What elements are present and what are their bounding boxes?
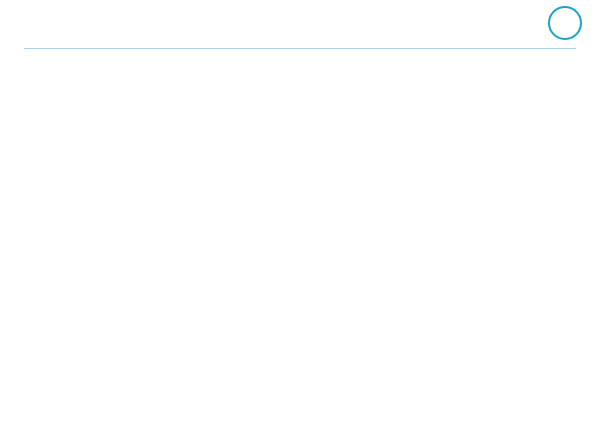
- divider: [24, 48, 576, 49]
- toc-badge: [548, 6, 582, 40]
